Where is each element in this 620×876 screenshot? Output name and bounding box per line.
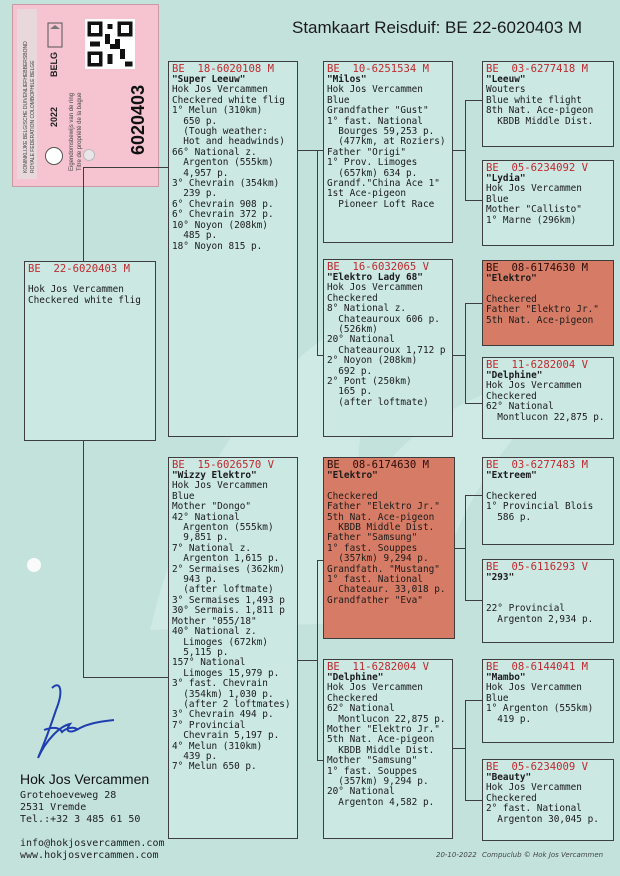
pigeon-info-line: Hot and headwinds)	[172, 136, 285, 148]
ring-card-line-2: ROYALE FEDERATION COLOMBOPHILE BELGE	[30, 60, 36, 173]
ring-number: BE 08-6144041 M	[486, 661, 589, 673]
ring-number: BE 16-6032065 V	[327, 261, 430, 273]
pigeon-info-line: Checkered	[327, 692, 378, 704]
pigeon-info-line: Checkered	[486, 792, 537, 804]
pigeon-info-line: Limoges 15,979 p.	[172, 667, 280, 679]
ring-card-line-1: KONINKLIJKE BELGISCHE DUIVENLIEFHEBBERSBOND	[23, 41, 29, 173]
pigeon-info-line: Hok Jos Vercammen	[28, 284, 124, 296]
ring-number: BE 08-6174630 M	[327, 459, 430, 471]
pigeon-info-line: Wouters	[486, 84, 526, 96]
pigeon-name: "Delphine"	[327, 672, 384, 683]
pigeon-info-line: 7° Provincial	[172, 719, 246, 731]
pigeon-info-line: KBDB Middle Dist.	[486, 115, 594, 127]
pigeon-name: "Extreem"	[486, 470, 537, 481]
pigeon-info-line: Mother "Samsung"	[327, 755, 418, 767]
pigeon-info-line: 62° National	[327, 703, 395, 715]
pigeon-info-line: Hok Jos Vercammen	[486, 682, 582, 694]
pigeon-info-line: Checkered white flig	[172, 94, 285, 106]
pigeon-info-line: 5,115 p.	[172, 646, 229, 658]
pigeon-info-line: Montlucon 22,875 p.	[486, 411, 605, 423]
pigeon-mmm	[482, 759, 614, 841]
pigeon-info-line: (477km, at Roziers)	[327, 136, 446, 148]
pigeon-info-line: 5th Nat. Ace-pigeon	[327, 734, 435, 746]
pigeon-info-line: 943 p.	[172, 574, 218, 586]
crown-emblem-icon	[45, 19, 65, 51]
ring-number: BE 08-6174630 M	[486, 262, 589, 274]
pigeon-info-line: Argenton 2,934 p.	[486, 613, 594, 625]
pigeon-info-line: 4,957 p.	[172, 167, 229, 179]
pigeon-info-line: 1° Argenton (555km)	[486, 703, 594, 715]
pigeon-info-line: Checkered	[486, 293, 537, 305]
pigeon-ffm	[482, 160, 614, 246]
pigeon-info-line: Pioneer Loft Race	[327, 198, 435, 210]
pigeon-info-line: 42° National	[172, 511, 240, 523]
pigeon-info-line: 2° Pont (250km)	[327, 376, 412, 388]
pigeon-name: "Milos"	[327, 74, 367, 85]
pigeon-info-line: 157° National	[172, 657, 246, 669]
owner-tel: Tel.:+32 3 485 61 50	[20, 814, 141, 825]
pigeon-info-line: 1° fast. National	[327, 574, 423, 586]
pigeon-info-line: 3° Chevrain 494 p.	[172, 709, 274, 721]
pigeon-info-line: 40° National z.	[172, 626, 257, 638]
pigeon-info-line: Blue white flight	[486, 94, 582, 106]
pigeon-info-line: 1° Marne (296km)	[486, 214, 577, 226]
pigeon-info-line: Checkered white flig	[28, 294, 141, 306]
pigeon-info-line: 1° fast. Souppes	[327, 765, 418, 777]
pigeon-info-line: 20° National	[327, 786, 395, 798]
pigeon-info-line: Montlucon 22,875 p.	[327, 713, 446, 725]
ring-card-line-3: Eigendomsbewijs van de ring	[69, 92, 75, 171]
pigeon-info-line: 3° Sermaises 1,493 p	[172, 594, 285, 606]
pigeon-info-line: Argenton 30,045 p.	[486, 813, 599, 825]
pigeon-info-line: 165 p.	[327, 386, 373, 398]
pigeon-info-line: Checkered	[486, 390, 537, 402]
ring-number: BE 15-6026570 V	[172, 459, 275, 471]
pigeon-name: "Elektro"	[327, 470, 378, 481]
pigeon-info-line: (after loftmate)	[327, 396, 429, 408]
pigeon-info-line: Grandfath. "Mustang"	[327, 563, 440, 575]
pigeon-info-line: 20° National	[327, 334, 395, 346]
pigeon-father	[168, 61, 298, 437]
qr-code-icon	[85, 19, 135, 69]
pigeon-info-line: 2° Noyon (208km)	[327, 355, 418, 367]
pigeon-mother-father	[323, 457, 455, 639]
pigeon-father-father	[323, 61, 453, 243]
pigeon-info-line: 8th Nat. Ace-pigeon	[486, 105, 594, 117]
pigeon-info-line: Argenton (555km)	[172, 157, 274, 169]
owner-email[interactable]: info@hokjosvercammen.com	[20, 838, 165, 849]
pigeon-info-line: 1° Prov. Limoges	[327, 157, 418, 169]
pigeon-mmf	[482, 659, 614, 743]
pigeon-info-line: 6° Chevrain 372 p.	[172, 209, 274, 221]
pigeon-info-line: 7° Melun 650 p.	[172, 761, 257, 773]
pigeon-info-line	[486, 583, 610, 593]
pigeon-info-line: 6° Chevrain 908 p.	[172, 198, 274, 210]
ring-number: BE 11-6282004 V	[327, 661, 430, 673]
pigeon-name: "Super Leeuw"	[172, 74, 246, 85]
pigeon-info-line: 3° fast. Chevrain	[172, 678, 268, 690]
pigeon-info-line: Hok Jos Vercammen	[486, 782, 582, 794]
pigeon-info-line: 239 p.	[172, 188, 218, 200]
pigeon-info-line: Mother "Callisto"	[486, 204, 582, 216]
pigeon-info-line: (357km) 9,294 p.	[327, 553, 429, 565]
pigeon-info-line: 4° Melun (310km)	[172, 740, 263, 752]
pigeon-info-line: 5th Nat. Ace-pigeon	[486, 314, 594, 326]
pigeon-info-line: Argenton 1,615 p.	[172, 553, 280, 565]
pigeon-info-line: Checkered	[327, 490, 378, 502]
pigeon-info-line: 419 p.	[486, 713, 532, 725]
pigeon-fmf	[482, 260, 614, 346]
owner-city: 2531 Vremde	[20, 802, 87, 813]
pigeon-name: "Leeuw"	[486, 74, 526, 85]
pigeon-name: "293"	[486, 572, 515, 583]
pigeon-info-line: 485 p.	[172, 230, 218, 242]
pigeon-info-line: Bourges 59,253 p.	[327, 126, 435, 138]
pigeon-name: "Lydia"	[486, 173, 526, 184]
pigeon-info-line: Father "Elektro Jr."	[327, 501, 440, 513]
pigeon-info-line: 650 p.	[172, 115, 218, 127]
pigeon-info-line: (after loftmate)	[172, 584, 274, 596]
pigeon-info-line: (526km)	[327, 324, 378, 336]
pigeon-info-line: Checkered	[327, 292, 378, 304]
pigeon-name: "Delphine"	[486, 370, 543, 381]
card-hole	[83, 149, 95, 161]
pigeon-info-line: Grandf."China Ace 1"	[327, 178, 440, 190]
pigeon-info-line: (357km) 9,294 p.	[327, 776, 429, 788]
pigeon-name: "Mambo"	[486, 672, 526, 683]
pigeon-info-line: Chevrain 5,197 p.	[172, 730, 280, 742]
pigeon-info-line: Chateaur. 33,018 p.	[327, 584, 446, 596]
pigeon-info-line: 3° Chevrain (354km)	[172, 178, 280, 190]
footer-date: 20-10-2022	[436, 851, 477, 859]
ring-card-year: 2022	[49, 106, 59, 127]
pigeon-info-line: Limoges (672km)	[172, 636, 268, 648]
pigeon-info-line: 1° Provincial Blois	[486, 501, 594, 513]
pigeon-info-line: 439 p.	[172, 750, 218, 762]
pigeon-info-line: 586 p.	[486, 511, 532, 523]
pigeon-info-line: 10° Noyon (208km)	[172, 219, 268, 231]
ring-card-line-4: Titre de propriété de la bague	[77, 92, 83, 171]
pigeon-info-line: Father "Samsung"	[327, 532, 418, 544]
pigeon-info-line: Hok Jos Vercammen	[172, 84, 268, 96]
pigeon-info-line: Hok Jos Vercammen	[327, 282, 423, 294]
pigeon-mother-mother	[323, 659, 453, 839]
pigeon-info-line: Argenton 4,582 p.	[327, 796, 435, 808]
pigeon-name: "Elektro"	[486, 273, 537, 284]
pigeon-mff	[482, 457, 614, 545]
pigeon-info-line: Blue	[486, 692, 509, 704]
pigeon-name: "Wizzy Elektro"	[172, 470, 257, 481]
pigeon-info-line: 5th Nat. Ace-pigeon	[327, 511, 435, 523]
ring-number: BE 03-6277483 M	[486, 459, 589, 471]
pigeon-info-line: Blue	[486, 193, 509, 205]
pigeon-info-line: Grandfather "Eva"	[327, 594, 423, 606]
ring-number: BE 05-6234009 V	[486, 761, 589, 773]
pigeon-info-line: (657km) 634 p.	[327, 167, 418, 179]
pigeon-info-line: Chateauroux 1,712 p	[327, 344, 446, 356]
ring-card-country: BELG	[49, 51, 59, 77]
pigeon-info-line: (Tough weather:	[172, 126, 268, 138]
pigeon-mother	[168, 457, 298, 839]
pigeon-info-line: (after 2 loftmates)	[172, 698, 291, 710]
pigeon-info-line: Mother "Elektro Jr."	[327, 724, 440, 736]
pigeon-mfm	[482, 559, 614, 643]
ring-number: BE 05-6234092 V	[486, 162, 589, 174]
pigeon-info-line: Blue	[172, 490, 195, 502]
ring-number: BE 10-6251534 M	[327, 63, 430, 75]
pigeon-info-line: Hok Jos Vercammen	[327, 84, 423, 96]
ring-number: BE 18-6020108 M	[172, 63, 275, 75]
pigeon-info-line: 2° Sermaises (362km)	[172, 563, 285, 575]
pigeon-name: "Elektro Lady 68"	[327, 272, 423, 283]
ring-number: BE 03-6277418 M	[486, 63, 589, 75]
pigeon-fff	[482, 61, 614, 147]
owner-name: Hok Jos Vercammen	[20, 771, 150, 787]
pigeon-info-line: Mother "Dongo"	[172, 501, 252, 513]
pigeon-info-line: 1st Ace-pigeon	[327, 188, 407, 200]
pigeon-info-line: (354km) 1,030 p.	[172, 688, 274, 700]
pigeon-info-line: 9,851 p.	[172, 532, 229, 544]
ring-card	[12, 4, 159, 187]
pigeon-info-line: 8° National z.	[327, 303, 407, 315]
pigeon-main	[24, 261, 156, 441]
pigeon-info-line: Hok Jos Vercammen	[172, 480, 268, 492]
pigeon-name: "Beauty"	[486, 772, 532, 783]
footer-credit: Compuclub © Hok Jos Vercammen	[482, 851, 604, 859]
pigeon-info-line: Mother "055/18"	[172, 615, 257, 627]
pigeon-info-line: Argenton (555km)	[172, 522, 274, 534]
pigeon-info-line: KBDB Middle Dist.	[327, 522, 435, 534]
punch-hole	[27, 558, 41, 572]
ring-card-number: 6020403	[128, 84, 148, 155]
pigeon-info-line: 692 p.	[327, 365, 373, 377]
pigeon-info-line: 22° Provincial	[486, 603, 566, 615]
pigeon-info-line: 1° Melun (310km)	[172, 105, 263, 117]
page-title: Stamkaart Reisduif: BE 22-6020403 M	[292, 18, 583, 37]
pigeon-info-line: 7° National z.	[172, 542, 252, 554]
ring-number: BE 11-6282004 V	[486, 359, 589, 371]
pigeon-info-line: 1° fast. Souppes	[327, 542, 418, 554]
pigeon-info-line: Chateauroux 606 p.	[327, 313, 440, 325]
pigeon-info-line: 62° National	[486, 401, 554, 413]
pigeon-father-mother	[323, 259, 453, 437]
pigeon-info-line: Hok Jos Vercammen	[486, 183, 582, 195]
pigeon-info-line: 30° Sermais. 1,811 p	[172, 605, 285, 617]
pigeon-info-line: Father "Elektro Jr."	[486, 304, 599, 316]
pigeon-fmm	[482, 357, 614, 439]
pigeon-info-line: 1° fast. National	[327, 115, 423, 127]
pigeon-info-line: Blue	[327, 94, 350, 106]
pigeon-info-line: KBDB Middle Dist.	[327, 744, 435, 756]
pigeon-info-line: 66° National z.	[172, 146, 257, 158]
owner-web[interactable]: www.hokjosvercammen.com	[20, 850, 159, 861]
pigeon-info-line: Checkered	[486, 490, 537, 502]
pigeon-info-line: Hok Jos Vercammen	[486, 380, 582, 392]
kbdb-logo-icon	[45, 147, 63, 165]
ring-number: BE 22-6020403 M	[28, 263, 131, 275]
pigeon-info-line: Father "Origi"	[327, 146, 407, 158]
signature-icon	[30, 680, 118, 770]
pigeon-info-line: Hok Jos Vercammen	[327, 682, 423, 694]
owner-street: Grotehoeveweg 28	[20, 790, 117, 801]
pigeon-info-line: 2° fast. National	[486, 803, 582, 815]
ring-number: BE 05-6116293 V	[486, 561, 589, 573]
pigeon-info-line: Grandfather "Gust"	[327, 105, 429, 117]
pigeon-info-line: 18° Noyon 815 p.	[172, 240, 263, 252]
